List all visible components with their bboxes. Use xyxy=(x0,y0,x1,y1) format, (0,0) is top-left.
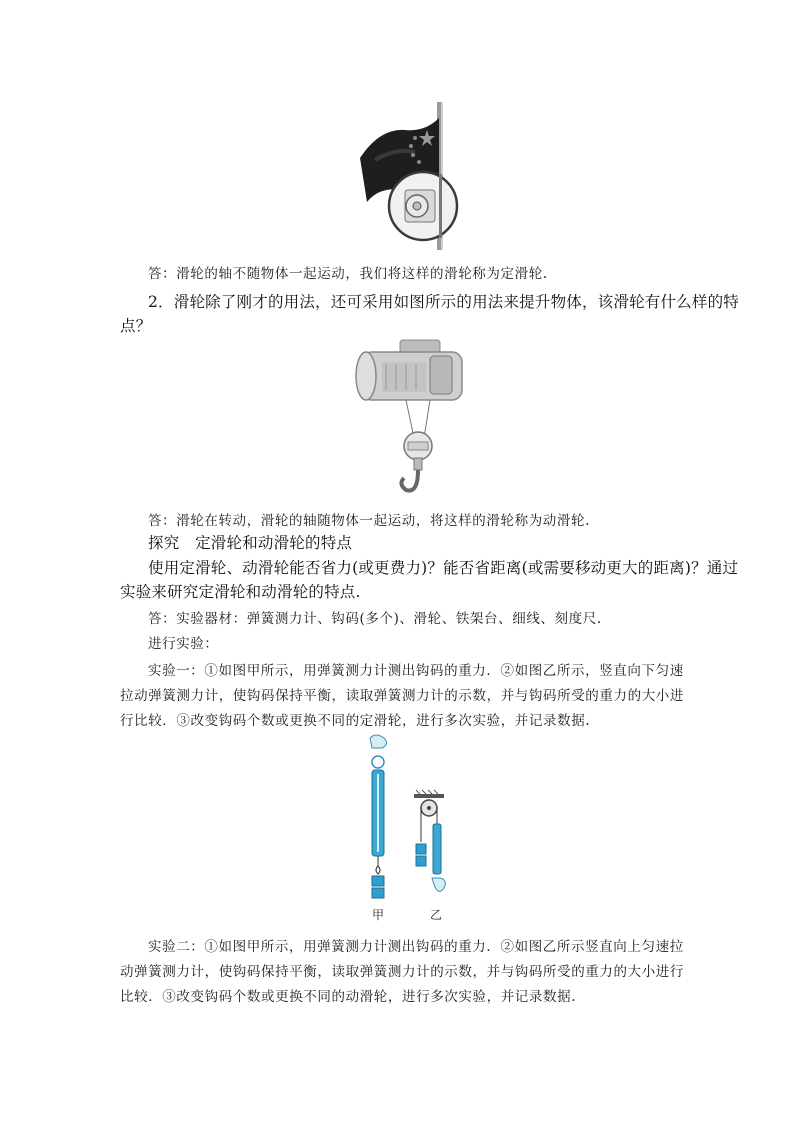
explore-question-line-2: 实验来研究定滑轮和动滑轮的特点. xyxy=(120,583,361,601)
flag-answer: 答：滑轮的轴不随物体一起运动，我们将这样的滑轮称为定滑轮. xyxy=(148,266,548,282)
experiment-1-line-2: 拉动弹簧测力计，使钩码保持平衡，读取弹簧测力计的示数，并与钩码所受的重力的大小进 xyxy=(120,688,684,704)
experiment-1-line-3: 行比较．③改变钩码个数或更换不同的定滑轮，进行多次实验，并记录数据. xyxy=(120,713,591,729)
electric-hoist-image xyxy=(352,338,467,500)
flag-pulley-image xyxy=(355,100,465,252)
explore-question-line-1: 使用定滑轮、动滑轮能否省力(或更费力)？能否省距离(或需要移动更大的距离)？通过 xyxy=(148,559,739,577)
question-2-line-2: 点？ xyxy=(120,317,152,335)
experiment-1-line-1: 实验一：①如图甲所示，用弹簧测力计测出钩码的重力．②如图乙所示，竖直向下匀速 xyxy=(148,663,684,679)
experiment-2-line-1: 实验二：①如图甲所示，用弹簧测力计测出钩码的重力．②如图乙所示竖直向上匀速拉 xyxy=(148,939,684,955)
hoist-answer: 答：滑轮在转动，滑轮的轴随物体一起运动，将这样的滑轮称为动滑轮. xyxy=(148,513,590,529)
figure-label-yi: 乙 xyxy=(430,908,443,922)
experiment-2-line-2: 动弹簧测力计，使钩码保持平衡，读取弹簧测力计的示数，并与钩码所受的重力的大小进行 xyxy=(120,964,684,980)
figure-label-jia: 甲 xyxy=(372,908,385,922)
proceed-label: 进行实验： xyxy=(148,636,219,652)
question-2-line-1: 2．滑轮除了刚才的用法，还可采用如图所示的用法来提升物体，该滑轮有什么样的特 xyxy=(148,293,739,311)
materials-answer: 答：实验器材：弹簧测力计、钩码(多个)、滑轮、铁架台、细线、刻度尺. xyxy=(148,611,602,627)
fixed-pulley-experiment-figure xyxy=(362,732,452,904)
experiment-2-line-3: 比较．③改变钩码个数或更换不同的动滑轮，进行多次实验，并记录数据. xyxy=(120,989,577,1005)
explore-title: 探究 定滑轮和动滑轮的特点 xyxy=(148,534,353,552)
